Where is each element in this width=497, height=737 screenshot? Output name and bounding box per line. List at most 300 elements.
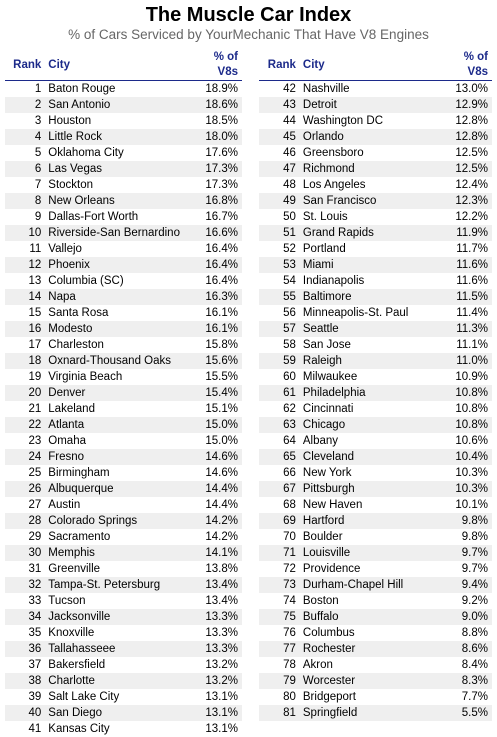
table-row <box>259 545 492 561</box>
city-cell: Lakeland <box>48 401 195 417</box>
city-cell: Tallahasseee <box>48 641 195 657</box>
v8-percent-cell: 12.9% <box>444 97 492 113</box>
v8-percent-cell: 16.1% <box>195 321 242 337</box>
city-cell: Jacksonville <box>48 609 195 625</box>
city-cell: Salt Lake City <box>48 689 195 705</box>
city-cell: Denver <box>48 385 195 401</box>
v8-percent-cell: 11.7% <box>444 241 492 257</box>
city-cell: Washington DC <box>303 113 444 129</box>
city-cell: Little Rock <box>48 129 195 145</box>
table-row <box>259 97 492 113</box>
rank-cell: 64 <box>259 433 303 449</box>
city-cell: Phoenix <box>48 257 195 273</box>
table-row <box>259 689 492 705</box>
table-row <box>5 673 242 689</box>
v8-percent-cell: 12.5% <box>444 161 492 177</box>
city-cell: Kansas City <box>48 721 195 737</box>
rank-cell: 77 <box>259 641 303 657</box>
rank-cell: 73 <box>259 577 303 593</box>
rank-cell: 38 <box>5 673 48 689</box>
city-cell: Oxnard-Thousand Oaks <box>48 353 195 369</box>
city-cell: Fresno <box>48 449 195 465</box>
v8-percent-cell: 10.8% <box>444 417 492 433</box>
city-cell: Santa Rosa <box>48 305 195 321</box>
v8-percent-cell: 9.4% <box>444 577 492 593</box>
rank-cell: 53 <box>259 257 303 273</box>
city-column-header: City <box>48 50 195 81</box>
table-row <box>259 497 492 513</box>
rank-cell: 6 <box>5 161 48 177</box>
table-row <box>5 161 242 177</box>
v8-percent-cell: 8.4% <box>444 657 492 673</box>
table-row <box>259 385 492 401</box>
rank-cell: 7 <box>5 177 48 193</box>
rank-cell: 30 <box>5 545 48 561</box>
ranking-table-left <box>5 50 242 737</box>
v8-percent-cell: 17.6% <box>195 145 242 161</box>
city-cell: Riverside-San Bernardino <box>48 225 195 241</box>
v8-percent-cell: 13.1% <box>195 705 242 721</box>
table-row <box>5 273 242 289</box>
table-row <box>5 577 242 593</box>
table-row <box>5 321 242 337</box>
v8-percent-cell: 11.6% <box>444 273 492 289</box>
v8-percent-cell: 16.3% <box>195 289 242 305</box>
table-row <box>5 689 242 705</box>
table-row <box>5 529 242 545</box>
table-header-row <box>5 50 242 81</box>
city-cell: Birmingham <box>48 465 195 481</box>
rank-cell: 76 <box>259 625 303 641</box>
table-row <box>5 593 242 609</box>
v8-percent-cell: 9.8% <box>444 529 492 545</box>
rank-cell: 62 <box>259 401 303 417</box>
city-cell: Napa <box>48 289 195 305</box>
v8-percent-cell: 16.6% <box>195 225 242 241</box>
table-row <box>5 241 242 257</box>
v8-percent-cell: 9.0% <box>444 609 492 625</box>
rank-cell: 79 <box>259 673 303 689</box>
rank-cell: 47 <box>259 161 303 177</box>
v8-percent-cell: 13.4% <box>195 577 242 593</box>
table-row <box>259 145 492 161</box>
city-cell: Colorado Springs <box>48 513 195 529</box>
city-cell: St. Louis <box>303 209 444 225</box>
v8-percent-cell: 8.3% <box>444 673 492 689</box>
v8-percent-cell: 11.5% <box>444 289 492 305</box>
v8-percent-cell: 11.1% <box>444 337 492 353</box>
v8-percent-cell: 16.4% <box>195 273 242 289</box>
table-row <box>259 81 492 98</box>
city-cell: Raleigh <box>303 353 444 369</box>
city-cell: Vallejo <box>48 241 195 257</box>
v8-percent-cell: 15.0% <box>195 417 242 433</box>
v8-percent-cell: 12.5% <box>444 145 492 161</box>
rank-cell: 57 <box>259 321 303 337</box>
v8-percent-cell: 9.7% <box>444 561 492 577</box>
v8-percent-cell: 14.4% <box>195 481 242 497</box>
table-row <box>5 209 242 225</box>
rank-cell: 18 <box>5 353 48 369</box>
v8-percent-cell: 13.3% <box>195 641 242 657</box>
v8-percent-cell: 15.1% <box>195 401 242 417</box>
city-cell: Boston <box>303 593 444 609</box>
table-row <box>259 609 492 625</box>
city-cell: Minneapolis-St. Paul <box>303 305 444 321</box>
v8-percent-cell: 10.3% <box>444 465 492 481</box>
table-row <box>259 177 492 193</box>
rank-cell: 29 <box>5 529 48 545</box>
city-cell: Detroit <box>303 97 444 113</box>
table-row <box>259 529 492 545</box>
table-row <box>259 401 492 417</box>
v8-percent-cell: 14.2% <box>195 513 242 529</box>
v8-percent-cell: 10.4% <box>444 449 492 465</box>
rank-column-header: Rank <box>5 50 48 81</box>
rank-cell: 71 <box>259 545 303 561</box>
rank-cell: 26 <box>5 481 48 497</box>
v8-percent-cell: 16.4% <box>195 241 242 257</box>
city-cell: Charlotte <box>48 673 195 689</box>
city-cell: Knoxville <box>48 625 195 641</box>
rank-cell: 44 <box>259 113 303 129</box>
rank-cell: 19 <box>5 369 48 385</box>
rank-cell: 74 <box>259 593 303 609</box>
rank-cell: 75 <box>259 609 303 625</box>
v8-percent-cell: 14.4% <box>195 497 242 513</box>
table-row <box>259 561 492 577</box>
table-row <box>5 657 242 673</box>
table-row <box>259 257 492 273</box>
v8-percent-cell: 14.1% <box>195 545 242 561</box>
rank-cell: 50 <box>259 209 303 225</box>
table-row <box>5 721 242 737</box>
v8-percent-column-header: % of V8s <box>444 50 492 81</box>
city-cell: New Haven <box>303 497 444 513</box>
page-title: The Muscle Car Index <box>0 4 497 26</box>
rank-cell: 23 <box>5 433 48 449</box>
v8-percent-cell: 12.8% <box>444 129 492 145</box>
rank-cell: 27 <box>5 497 48 513</box>
v8-percent-cell: 5.5% <box>444 705 492 721</box>
v8-percent-cell: 15.5% <box>195 369 242 385</box>
rank-cell: 51 <box>259 225 303 241</box>
table-row <box>5 129 242 145</box>
table-row <box>5 561 242 577</box>
table-row <box>259 577 492 593</box>
v8-percent-cell: 12.8% <box>444 113 492 129</box>
city-cell: Stockton <box>48 177 195 193</box>
ranking-table-right <box>259 50 492 721</box>
rank-cell: 66 <box>259 465 303 481</box>
table-row <box>5 113 242 129</box>
rank-cell: 17 <box>5 337 48 353</box>
city-cell: Atlanta <box>48 417 195 433</box>
table-row <box>259 369 492 385</box>
table-row <box>259 305 492 321</box>
rank-cell: 22 <box>5 417 48 433</box>
ranking-table-left-body <box>5 81 242 737</box>
v8-percent-cell: 10.1% <box>444 497 492 513</box>
rank-cell: 70 <box>259 529 303 545</box>
rank-cell: 32 <box>5 577 48 593</box>
city-cell: Baton Rouge <box>48 81 195 98</box>
table-row <box>259 353 492 369</box>
table-row <box>5 289 242 305</box>
v8-percent-cell: 15.0% <box>195 433 242 449</box>
rank-cell: 55 <box>259 289 303 305</box>
rank-cell: 28 <box>5 513 48 529</box>
table-row <box>259 113 492 129</box>
table-row <box>5 481 242 497</box>
rank-cell: 63 <box>259 417 303 433</box>
rank-cell: 48 <box>259 177 303 193</box>
rank-cell: 5 <box>5 145 48 161</box>
city-cell: Houston <box>48 113 195 129</box>
rank-cell: 54 <box>259 273 303 289</box>
city-cell: San Francisco <box>303 193 444 209</box>
table-row <box>5 97 242 113</box>
v8-percent-cell: 18.6% <box>195 97 242 113</box>
table-row <box>5 705 242 721</box>
city-cell: Durham-Chapel Hill <box>303 577 444 593</box>
table-header-row <box>259 50 492 81</box>
city-cell: Memphis <box>48 545 195 561</box>
rank-cell: 72 <box>259 561 303 577</box>
v8-percent-cell: 15.8% <box>195 337 242 353</box>
v8-percent-cell: 16.7% <box>195 209 242 225</box>
city-cell: San Antonio <box>48 97 195 113</box>
rank-cell: 68 <box>259 497 303 513</box>
v8-percent-cell: 16.4% <box>195 257 242 273</box>
table-row <box>259 465 492 481</box>
table-row <box>259 193 492 209</box>
v8-percent-cell: 18.9% <box>195 81 242 98</box>
city-cell: Cincinnati <box>303 401 444 417</box>
city-cell: Dallas-Fort Worth <box>48 209 195 225</box>
city-cell: Tucson <box>48 593 195 609</box>
v8-percent-cell: 12.4% <box>444 177 492 193</box>
rank-cell: 81 <box>259 705 303 721</box>
v8-percent-cell: 13.2% <box>195 673 242 689</box>
table-row <box>5 193 242 209</box>
table-row <box>5 401 242 417</box>
city-cell: Chicago <box>303 417 444 433</box>
table-row <box>5 225 242 241</box>
rank-cell: 3 <box>5 113 48 129</box>
table-row <box>259 417 492 433</box>
table-row <box>259 705 492 721</box>
v8-percent-cell: 15.6% <box>195 353 242 369</box>
v8-percent-cell: 10.6% <box>444 433 492 449</box>
table-row <box>259 225 492 241</box>
rank-cell: 33 <box>5 593 48 609</box>
table-row <box>259 641 492 657</box>
rank-cell: 9 <box>5 209 48 225</box>
city-cell: Milwaukee <box>303 369 444 385</box>
rank-cell: 13 <box>5 273 48 289</box>
city-cell: Las Vegas <box>48 161 195 177</box>
table-row <box>5 353 242 369</box>
rank-cell: 58 <box>259 337 303 353</box>
city-cell: Tampa-St. Petersburg <box>48 577 195 593</box>
table-row <box>259 241 492 257</box>
rank-cell: 61 <box>259 385 303 401</box>
v8-percent-cell: 14.6% <box>195 449 242 465</box>
city-cell: Virginia Beach <box>48 369 195 385</box>
table-row <box>259 129 492 145</box>
table-row <box>259 337 492 353</box>
v8-percent-cell: 13.2% <box>195 657 242 673</box>
city-cell: Worcester <box>303 673 444 689</box>
city-cell: Grand Rapids <box>303 225 444 241</box>
table-row <box>5 81 242 98</box>
city-cell: New Orleans <box>48 193 195 209</box>
v8-percent-cell: 13.1% <box>195 689 242 705</box>
v8-percent-cell: 16.8% <box>195 193 242 209</box>
v8-percent-cell: 13.8% <box>195 561 242 577</box>
v8-percent-cell: 8.6% <box>444 641 492 657</box>
rank-cell: 46 <box>259 145 303 161</box>
city-cell: Austin <box>48 497 195 513</box>
v8-percent-cell: 17.3% <box>195 161 242 177</box>
city-cell: Sacramento <box>48 529 195 545</box>
city-cell: San Jose <box>303 337 444 353</box>
city-cell: Bridgeport <box>303 689 444 705</box>
v8-percent-cell: 18.5% <box>195 113 242 129</box>
v8-percent-cell: 10.9% <box>444 369 492 385</box>
city-column-header: City <box>303 50 444 81</box>
city-cell: Boulder <box>303 529 444 545</box>
table-row <box>259 209 492 225</box>
table-row <box>5 433 242 449</box>
rank-cell: 8 <box>5 193 48 209</box>
v8-percent-cell: 13.3% <box>195 609 242 625</box>
rank-cell: 25 <box>5 465 48 481</box>
rank-cell: 78 <box>259 657 303 673</box>
v8-percent-cell: 10.8% <box>444 401 492 417</box>
table-row <box>259 481 492 497</box>
rank-cell: 14 <box>5 289 48 305</box>
table-row <box>5 145 242 161</box>
table-row <box>5 337 242 353</box>
city-cell: Bakersfield <box>48 657 195 673</box>
rank-cell: 36 <box>5 641 48 657</box>
table-row <box>259 321 492 337</box>
city-cell: Oklahoma City <box>48 145 195 161</box>
table-row <box>5 497 242 513</box>
city-cell: Springfield <box>303 705 444 721</box>
rank-cell: 45 <box>259 129 303 145</box>
v8-percent-cell: 13.1% <box>195 721 242 737</box>
rank-cell: 49 <box>259 193 303 209</box>
v8-percent-cell: 9.8% <box>444 513 492 529</box>
city-cell: Baltimore <box>303 289 444 305</box>
v8-percent-cell: 10.3% <box>444 481 492 497</box>
city-cell: Providence <box>303 561 444 577</box>
v8-percent-cell: 18.0% <box>195 129 242 145</box>
city-cell: Modesto <box>48 321 195 337</box>
rank-cell: 80 <box>259 689 303 705</box>
rank-cell: 24 <box>5 449 48 465</box>
table-row <box>259 161 492 177</box>
city-cell: Philadelphia <box>303 385 444 401</box>
v8-percent-cell: 11.6% <box>444 257 492 273</box>
table-row <box>5 465 242 481</box>
v8-percent-column-header: % of V8s <box>195 50 242 81</box>
table-row <box>5 177 242 193</box>
rank-cell: 69 <box>259 513 303 529</box>
rank-cell: 12 <box>5 257 48 273</box>
v8-percent-cell: 11.3% <box>444 321 492 337</box>
rank-cell: 40 <box>5 705 48 721</box>
v8-percent-cell: 7.7% <box>444 689 492 705</box>
city-cell: Rochester <box>303 641 444 657</box>
rank-cell: 34 <box>5 609 48 625</box>
v8-percent-cell: 9.7% <box>444 545 492 561</box>
city-cell: Miami <box>303 257 444 273</box>
city-cell: Portland <box>303 241 444 257</box>
v8-percent-cell: 11.4% <box>444 305 492 321</box>
city-cell: Hartford <box>303 513 444 529</box>
city-cell: Orlando <box>303 129 444 145</box>
rank-cell: 20 <box>5 385 48 401</box>
table-row <box>259 657 492 673</box>
rank-cell: 4 <box>5 129 48 145</box>
city-cell: Charleston <box>48 337 195 353</box>
table-row <box>259 273 492 289</box>
rank-cell: 43 <box>259 97 303 113</box>
v8-percent-cell: 15.4% <box>195 385 242 401</box>
city-cell: Pittsburgh <box>303 481 444 497</box>
city-cell: Buffalo <box>303 609 444 625</box>
city-cell: Cleveland <box>303 449 444 465</box>
city-cell: Indianapolis <box>303 273 444 289</box>
table-row <box>5 385 242 401</box>
rank-cell: 15 <box>5 305 48 321</box>
city-cell: San Diego <box>48 705 195 721</box>
city-cell: Columbia (SC) <box>48 273 195 289</box>
table-row <box>5 369 242 385</box>
v8-percent-cell: 13.0% <box>444 81 492 98</box>
city-cell: Albany <box>303 433 444 449</box>
rank-cell: 1 <box>5 81 48 98</box>
table-row <box>259 449 492 465</box>
table-row <box>5 257 242 273</box>
city-cell: Omaha <box>48 433 195 449</box>
table-row <box>259 289 492 305</box>
rank-cell: 16 <box>5 321 48 337</box>
rank-cell: 2 <box>5 97 48 113</box>
city-cell: New York <box>303 465 444 481</box>
rank-cell: 65 <box>259 449 303 465</box>
rank-cell: 42 <box>259 81 303 98</box>
rank-cell: 41 <box>5 721 48 737</box>
city-cell: Albuquerque <box>48 481 195 497</box>
table-row <box>5 641 242 657</box>
v8-percent-cell: 17.3% <box>195 177 242 193</box>
v8-percent-cell: 12.3% <box>444 193 492 209</box>
city-cell: Nashville <box>303 81 444 98</box>
table-row <box>259 625 492 641</box>
rank-cell: 35 <box>5 625 48 641</box>
v8-percent-cell: 16.1% <box>195 305 242 321</box>
table-row <box>5 609 242 625</box>
city-cell: Greensboro <box>303 145 444 161</box>
v8-percent-cell: 13.3% <box>195 625 242 641</box>
table-row <box>5 305 242 321</box>
table-row <box>259 513 492 529</box>
